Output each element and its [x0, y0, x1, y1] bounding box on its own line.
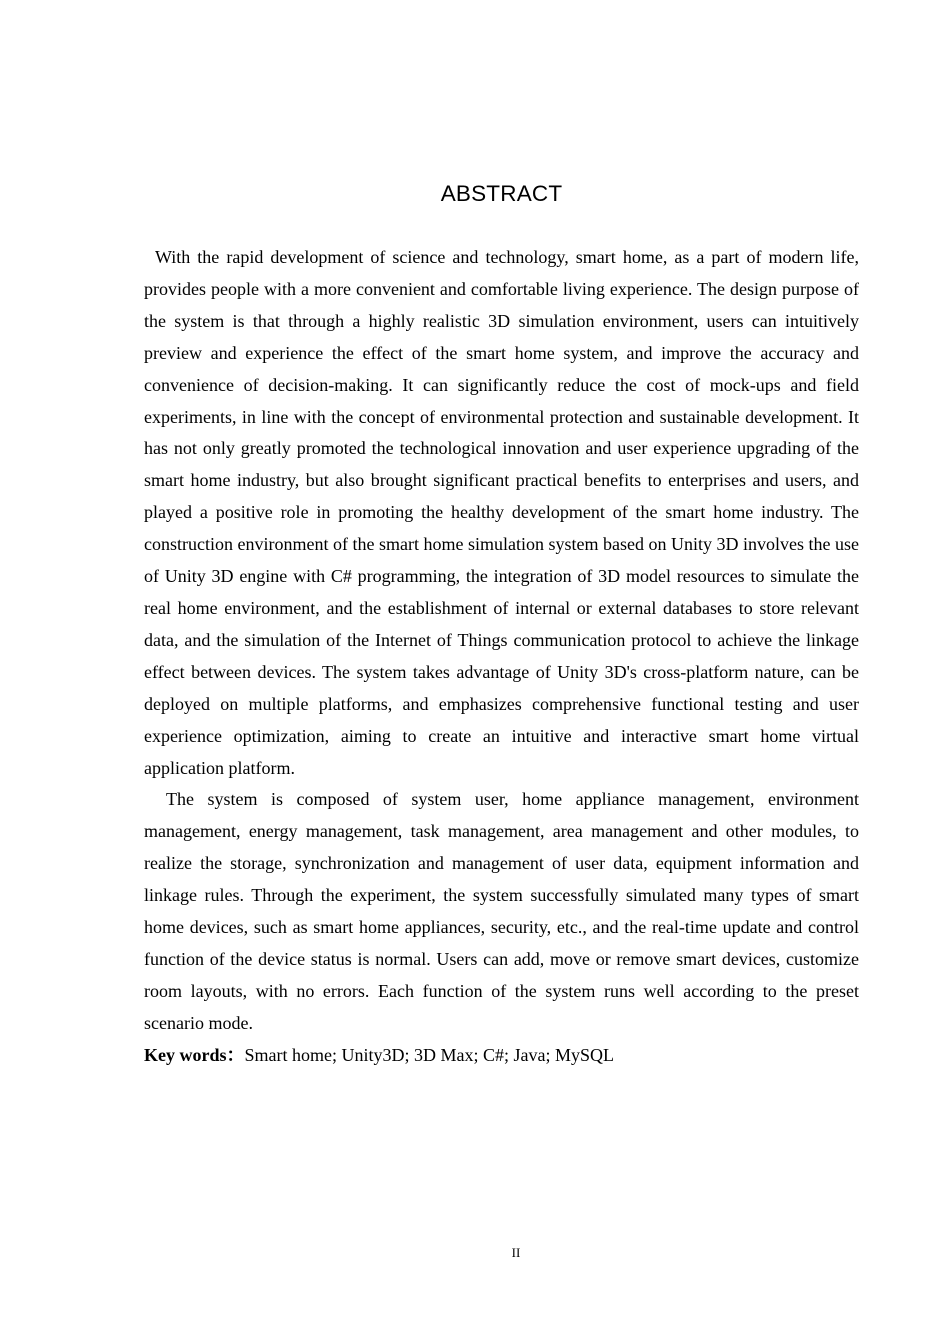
- abstract-title: ABSTRACT: [440, 181, 563, 206]
- keywords-line: [144, 1040, 859, 1072]
- page-number: II: [511, 1245, 521, 1260]
- abstract-paragraph-1: With the rapid development of science and technology, smart home, as a part of modern life, provides people with a more convenient and comfortable living experience. The design purpose of the system is that through a highly realistic 3D simulation environment, users can intuitively preview and experience the effect of the smart home system, and improve the accuracy and convenience of decision-making. It can significantly reduce the cost of mock-ups and field experiments, in line with the concept of environmental protection and sustainable development. It has not only greatly promoted the technological innovation and user experience upgrading of the smart home industry, but also brought significant practical benefits to enterprises and users, and played a positive role in promoting the healthy development of the smart home industry. The construction environment of the smart home simulation system based on Unity 3D involves the use of Unity 3D engine with C# programming, the integration of 3D model resources to simulate the real home environment, and the establishment of internal or external databases to store relevant data, and the simulation of the Internet of Things communication protocol to achieve the linkage effect between devices. The system takes advantage of Unity 3D's cross-platform nature, can be deployed on multiple platforms, and emphasizes comprehensive functional testing and user experience optimization, aiming to create an intuitive and interactive smart home virtual application platform.: [144, 247, 859, 778]
- keywords-list: Smart home; Unity3D; 3D Max; C#; Java; MySQL: [244, 1044, 614, 1065]
- abstract-body: [144, 242, 859, 1072]
- abstract-paragraph-2: The system is composed of system user, home appliance management, environment management, energy management, task management, area management and other modules, to realize the storage, synchronization and management of user data, equipment information and linkage rules. Through the experiment, the system successfully simulated many types of smart home devices, such as smart home appliances, security, etc., and the real-time update and control function of the device status is normal. Users can add, move or remove smart devices, customize room layouts, with no errors. Each function of the system runs well according to the preset scenario mode.: [144, 789, 859, 1033]
- keywords-label: Key words：: [144, 1044, 245, 1065]
